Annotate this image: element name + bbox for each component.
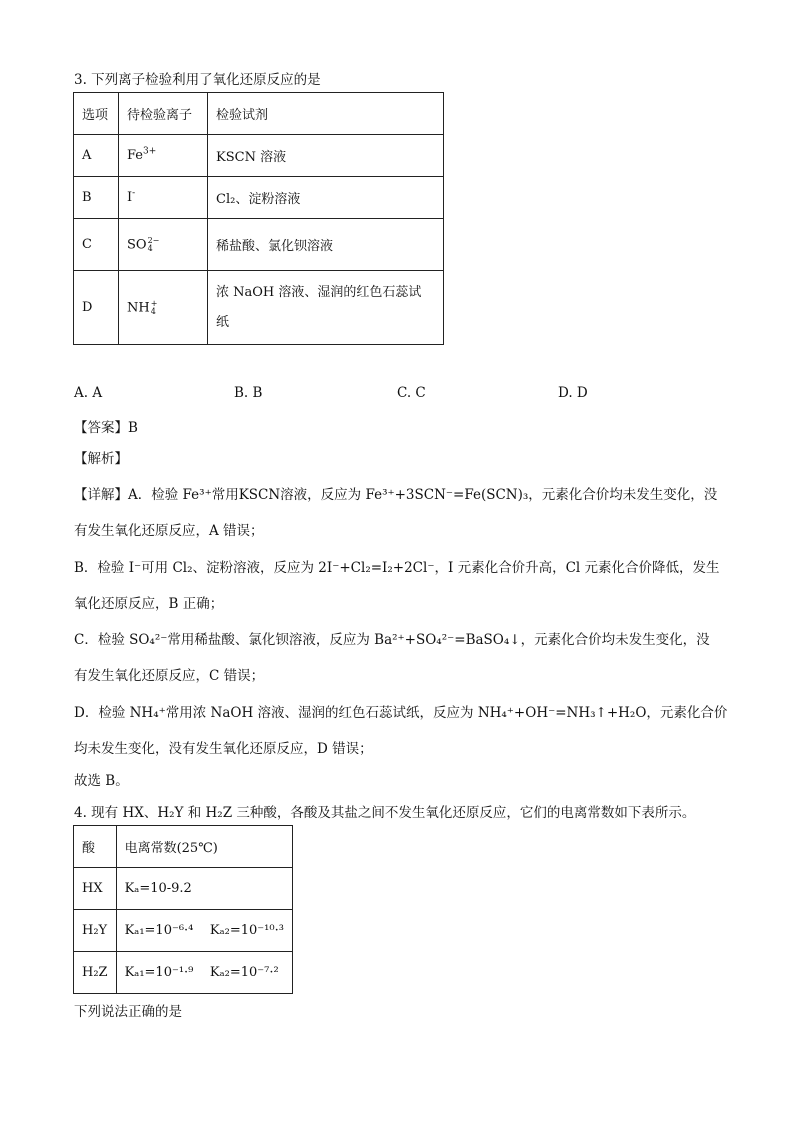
q4-header-constant: 电离常数(25℃) [116, 826, 292, 868]
q3-reagent: KSCN 溶液 [208, 135, 444, 177]
detail-b-line1: B．检验 I⁻可用 Cl₂、淀粉溶液，反应为 2I⁻+Cl₂=I₂+2Cl⁻，I 元素化合价升高，Cl 元素化合价降低，发生 [74, 560, 720, 576]
table-row [74, 177, 444, 219]
q3-header-reagent: 检验试剂 [208, 93, 444, 135]
q4-prompt: 下列说法正确的是 [74, 1004, 182, 1020]
q4-title: 4. 现有 HX、H₂Y 和 H₂Z 三种酸，各酸及其盐之间不发生氧化还原反应，它们的电离常数如下表所示。 [74, 805, 696, 821]
detail-a-line2: 有发生氧化还原反应，A 错误； [74, 523, 264, 539]
choice-c: C. C [397, 385, 426, 401]
q3-reagent: 浓 NaOH 溶液、湿润的红色石蕊试 纸 [208, 271, 444, 345]
choice-d: D. D [558, 385, 588, 401]
detail-d-line1: D．检验 NH₄⁺常用浓 NaOH 溶液、湿润的红色石蕊试纸，反应为 NH₄⁺+OH⁻=NH₃↑+H₂O，元素化合价 [74, 705, 728, 721]
q4-header-acid: 酸 [74, 826, 117, 868]
choice-a: A. A [74, 385, 103, 401]
q4-acid: H₂Y [74, 910, 117, 952]
detail-c-line1: C．检验 SO₄²⁻常用稀盐酸、氯化钡溶液，反应为 Ba²⁺+SO₄²⁻=BaSO₄↓，元素化合价均未发生变化，没 [74, 632, 710, 648]
q4-acid: HX [74, 868, 117, 910]
q3-ion: NH + 4 [119, 271, 208, 345]
detail-d-line2: 均未发生变化，没有发生氧化还原反应，D 错误； [74, 741, 373, 757]
detail-conclusion: 故选 B。 [74, 773, 129, 789]
q4-constant: Kₐ₁=10⁻¹·⁹ Kₐ₂=10⁻⁷·² [116, 952, 292, 994]
q3-header-ion: 待检验离子 [119, 93, 208, 135]
table-row [74, 910, 293, 952]
detail-a-line1: 【详解】A．检验 Fe³⁺常用KSCN溶液，反应为 Fe³⁺+3SCN⁻=Fe(SCN)₃，元素化合价均未发生变化，没 [74, 487, 718, 503]
q4-constant: Kₐ=10-9.2 [116, 868, 292, 910]
q3-option: D [74, 271, 119, 345]
q4-acid: H₂Z [74, 952, 117, 994]
q3-ion: SO 2− 4 [119, 219, 208, 271]
q3-reagent: Cl₂、淀粉溶液 [208, 177, 444, 219]
answer-label: 【答案】B [74, 420, 138, 436]
q3-option: A [74, 135, 119, 177]
q3-option: C [74, 219, 119, 271]
q3-reagent: 稀盐酸、氯化钡溶液 [208, 219, 444, 271]
table-row [74, 219, 444, 271]
q3-ion: $Fe^{3+}$ [119, 135, 208, 177]
detail-b-line2: 氧化还原反应，B 正确； [74, 596, 224, 612]
q4-table [73, 825, 293, 994]
q3-title: 3. 下列离子检验利用了氧化还原反应的是 [74, 72, 321, 88]
choice-b: B. B [234, 385, 263, 401]
analysis-label: 【解析】 [74, 451, 128, 467]
q3-header-option: 选项 [74, 93, 119, 135]
table-row [74, 868, 293, 910]
detail-c-line2: 有发生氧化还原反应，C 错误； [74, 668, 265, 684]
q4-constant: Kₐ₁=10⁻⁶·⁴ Kₐ₂=10⁻¹⁰·³ [116, 910, 292, 952]
table-row [74, 271, 444, 345]
q3-option: B [74, 177, 119, 219]
q3-table [73, 92, 444, 345]
q3-ion: I- [119, 177, 208, 219]
table-row [74, 952, 293, 994]
table-row [74, 135, 444, 177]
